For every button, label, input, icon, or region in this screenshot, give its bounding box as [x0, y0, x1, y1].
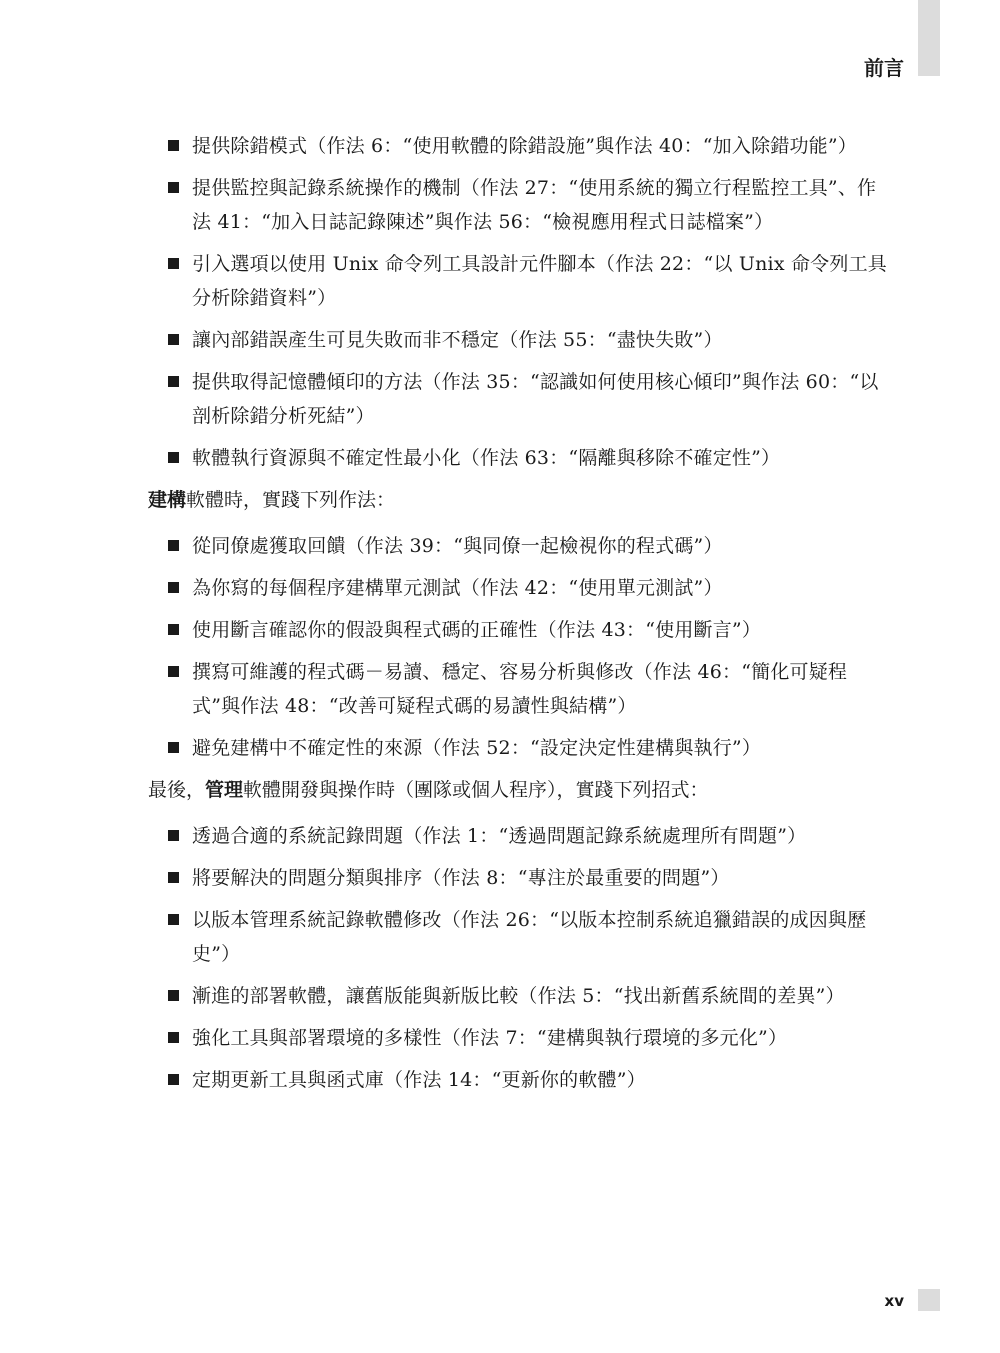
construct-section-intro [148, 483, 888, 517]
list-item [148, 613, 888, 647]
debug-support-list [148, 129, 888, 475]
square-bullet-icon [168, 582, 179, 593]
construct-practices-list [148, 529, 888, 765]
square-bullet-icon [168, 624, 179, 635]
square-bullet-icon [168, 540, 179, 551]
square-bullet-icon [168, 1032, 179, 1043]
square-bullet-icon [168, 182, 179, 193]
square-bullet-icon [168, 258, 179, 269]
manage-practices-list [148, 819, 888, 1097]
square-bullet-icon [168, 742, 179, 753]
square-bullet-icon [168, 140, 179, 151]
list-item [148, 1063, 888, 1097]
list-item [148, 903, 888, 971]
list-item [148, 529, 888, 563]
list-item [148, 979, 888, 1013]
running-header-title: 前言 [864, 56, 904, 80]
list-item [148, 861, 888, 895]
list-item-text: 將要解決的問題分類與排序（作法 8：“專注於最重要的問題”） [192, 867, 730, 889]
list-item [148, 819, 888, 853]
intro-prefix: 最後， [148, 779, 206, 801]
square-bullet-icon [168, 452, 179, 463]
square-bullet-icon [168, 990, 179, 1001]
list-item [148, 441, 888, 475]
list-item-text: 提供監控與記錄系統操作的機制（作法 27：“使用系統的獨立行程監控工具”、作法 41：“加入日誌記錄陳述”與作法 56：“檢視應用程式日誌檔案”） [192, 177, 877, 233]
page-number-tab-marker [918, 1289, 940, 1311]
square-bullet-icon [168, 376, 179, 387]
list-item-text: 從同僚處獲取回饋（作法 39：“與同僚一起檢視你的程式碼”） [192, 535, 723, 557]
square-bullet-icon [168, 1074, 179, 1085]
square-bullet-icon [168, 872, 179, 883]
list-item-text: 定期更新工具與函式庫（作法 14：“更新你的軟體”） [192, 1069, 646, 1091]
list-item [148, 247, 888, 315]
list-item [148, 171, 888, 239]
square-bullet-icon [168, 334, 179, 345]
list-item-text: 避免建構中不確定性的來源（作法 52：“設定決定性建構與執行”） [192, 737, 762, 759]
list-item [148, 365, 888, 433]
list-item-text: 引入選項以使用 Unix 命令列工具設計元件腳本（作法 22：“以 Unix 命令列工具分析除錯資料”） [192, 253, 887, 309]
list-item [148, 731, 888, 765]
list-item-text: 使用斷言確認你的假設與程式碼的正確性（作法 43：“使用斷言”） [192, 619, 762, 641]
list-item-text: 漸進的部署軟體，讓舊版能與新版比較（作法 5：“找出新舊系統間的差異”） [192, 985, 845, 1007]
emphasis-keyword: 建構 [148, 489, 187, 511]
emphasis-keyword: 管理 [205, 779, 244, 801]
intro-text: 軟體開發與操作時（團隊或個人程序），實踐下列招式： [243, 779, 709, 801]
square-bullet-icon [168, 914, 179, 925]
list-item-text: 軟體執行資源與不確定性最小化（作法 63：“隔離與移除不確定性”） [192, 447, 781, 469]
list-item-text: 以版本管理系統記錄軟體修改（作法 26：“以版本控制系統追獵錯誤的成因與歷史”） [192, 909, 867, 965]
list-item [148, 655, 888, 723]
list-item-text: 撰寫可維護的程式碼－易讀、穩定、容易分析與修改（作法 46：“簡化可疑程式”與作法 48：“改善可疑程式碼的易讀性與結構”） [192, 661, 848, 717]
square-bullet-icon [168, 830, 179, 841]
square-bullet-icon [168, 666, 179, 677]
list-item-text: 強化工具與部署環境的多樣性（作法 7：“建構與執行環境的多元化”） [192, 1027, 788, 1049]
chapter-tab-marker [918, 0, 940, 76]
list-item-text: 為你寫的每個程序建構單元測試（作法 42：“使用單元測試”） [192, 577, 723, 599]
list-item-text: 透過合適的系統記錄問題（作法 1：“透過問題記錄系統處理所有問題”） [192, 825, 807, 847]
list-item [148, 323, 888, 357]
manage-section-intro [148, 773, 888, 807]
list-item-text: 讓內部錯誤產生可見失敗而非不穩定（作法 55：“盡快失敗”） [192, 329, 723, 351]
list-item-text: 提供除錯模式（作法 6：“使用軟體的除錯設施”與作法 40：“加入除錯功能”） [192, 135, 857, 157]
page-body [148, 129, 888, 1105]
page-number: xv [884, 1292, 904, 1310]
list-item [148, 129, 888, 163]
list-item-text: 提供取得記憶體傾印的方法（作法 35：“認識如何使用核心傾印”與作法 60：“以剖析除錯分析死結”） [192, 371, 879, 427]
list-item [148, 571, 888, 605]
intro-text: 軟體時，實踐下列作法： [186, 489, 396, 511]
list-item [148, 1021, 888, 1055]
